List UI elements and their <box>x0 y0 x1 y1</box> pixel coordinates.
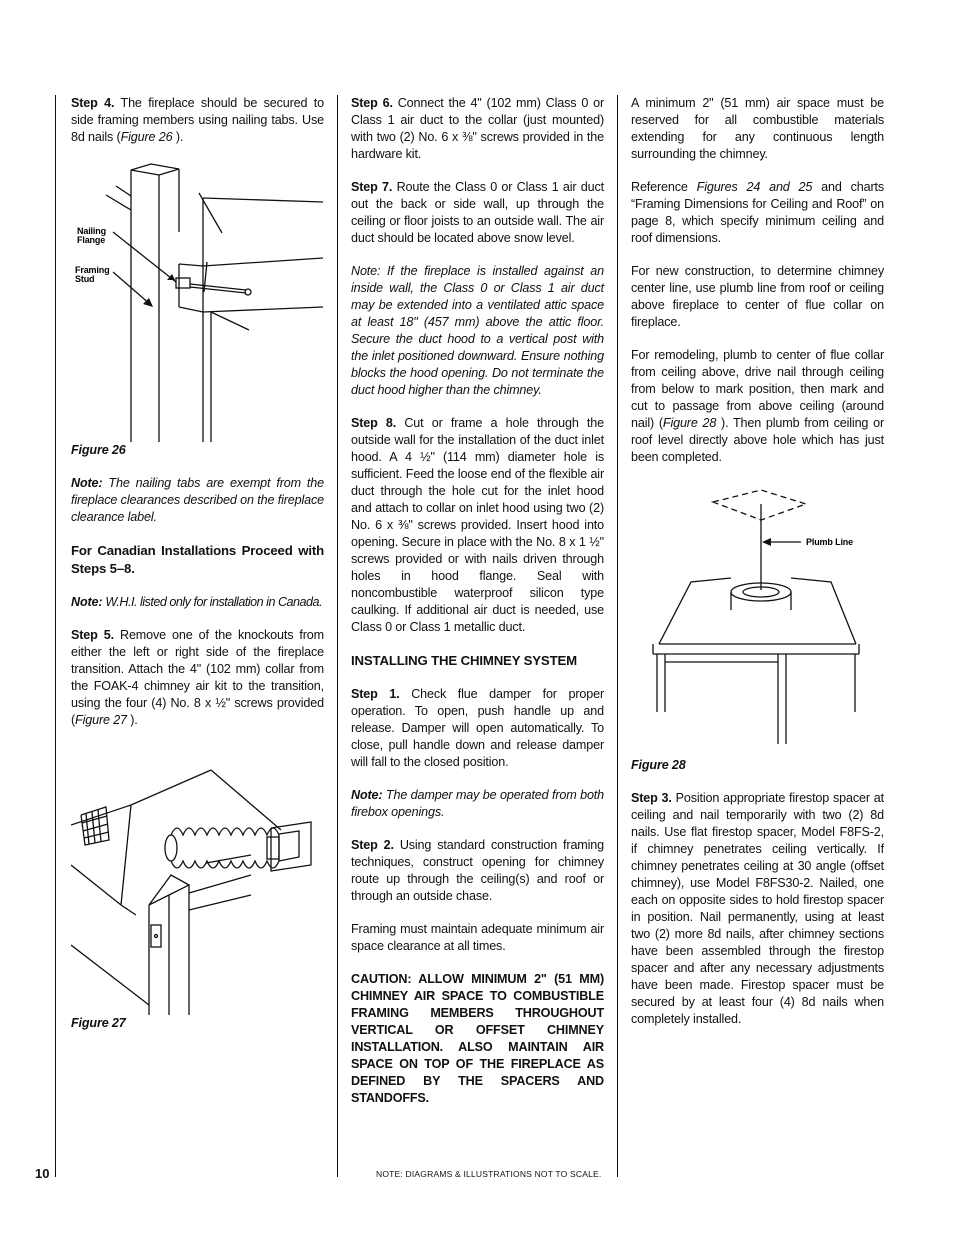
chimney-step1-paragraph <box>351 686 604 771</box>
step5-text-end: ). <box>126 713 138 727</box>
framing-clearance-paragraph: Framing must maintain adequate minimum air space clearance at all times. <box>351 922 604 953</box>
step5-paragraph <box>71 627 324 729</box>
reference-text: Reference <box>631 180 697 194</box>
damper-note-label: Note: <box>351 788 383 802</box>
canadian-installations-heading: For Canadian Installations Proceed with Steps 5–8. <box>71 543 324 576</box>
figure-26-illustration <box>71 162 324 442</box>
chimney-step2-label: Step 2. <box>351 838 394 852</box>
damper-note <box>351 787 604 821</box>
reference-paragraph <box>631 179 884 247</box>
figure-ref: Figure 27 <box>75 713 127 727</box>
note2-text: W.H.I. listed only for installation in Canada. <box>102 595 323 609</box>
column-rule-middle-left <box>337 95 338 1177</box>
step3-label: Step 3. <box>631 791 672 805</box>
nailing-flange-label-line2: Flange <box>77 235 106 245</box>
figure-28-caption: Figure 28 <box>631 758 686 772</box>
chimney-step2-paragraph <box>351 837 604 905</box>
step8-label: Step 8. <box>351 416 397 430</box>
step5-label: Step 5. <box>71 628 114 642</box>
attic-note <box>351 263 604 399</box>
step5-text: Remove one of the knockouts from either the left or right side of the fireplace transition. Attach the 4" (102 mm) collar from the FOAK-4 chimney air kit to the transition, using the four (4) No. 8 x ½" screws provided ( <box>71 628 324 727</box>
nailing-flange-label-line1: Nailing <box>77 226 106 236</box>
plumb-line-label: Plumb Line <box>806 537 854 547</box>
step6-label: Step 6. <box>351 96 393 110</box>
step6-paragraph <box>351 95 604 163</box>
column-rule-middle-right <box>617 95 618 1177</box>
note-label: Note: <box>71 476 103 490</box>
attic-note-text: Note: If the fireplace is installed against an inside wall, the Class 0 or Class 1 air duct may be extended into a ventilated attic space at least 18" (457 mm) above the attic floor. Secure the duct hood to a vertical post with the inlet positioned downward. Ensure nothing blocks the hood opening. Do not terminate the duct hood higher than the chimney. <box>351 264 604 397</box>
figures-ref: Figures 24 and 25 <box>696 180 813 194</box>
framing-stud-label-line2: Stud <box>75 274 95 284</box>
step7-text: Route the Class 0 or Class 1 air duct out the back or side wall, up through the ceiling or floor joists to an outside wall. The air duct should be located above snow level. <box>351 180 604 245</box>
damper-note-text: The damper may be operated from both firebox openings. <box>351 788 604 819</box>
chimney-step1-label: Step 1. <box>351 687 400 701</box>
remodeling-text: For remodeling, plumb to center of flue collar from ceiling above, drive nail through ceiling from below to mark position, then mark and cut to passage from above ceiling (around nail) ( <box>631 348 884 430</box>
page-number: 10 <box>35 1166 50 1181</box>
framing-stud-label-line1: Framing <box>75 265 110 275</box>
step7-label: Step 7. <box>351 180 393 194</box>
column-1 <box>71 95 324 1048</box>
figure-28-illustration <box>631 482 884 757</box>
figure-27-caption: Figure 27 <box>71 1016 126 1030</box>
remodeling-text-end: ). Then plumb from ceiling or roof level directly above hole which has just been completed. <box>631 416 884 464</box>
figure-27-illustration <box>71 745 324 1015</box>
note2-label: Note: <box>71 595 103 609</box>
column-2 <box>351 95 604 1123</box>
caution-paragraph: CAUTION: ALLOW MINIMUM 2" (51 MM) CHIMNEY AIR SPACE TO COMBUSTIBLE FRAMING MEMBERS THROUGHOUT VERTICAL OR OFFSET CHIMNEY INSTALLATION. ALSO MAINTAIN AIR SPACE ON TOP OF THE FIREPLACE AS DEFINED BY THE SPACERS AND STANDOFFS. <box>351 972 604 1105</box>
step3-paragraph <box>631 790 884 1028</box>
scale-note: NOTE: DIAGRAMS & ILLUSTRATIONS NOT TO SCALE. <box>376 1169 602 1179</box>
figure-ref: Figure 26 <box>120 130 173 144</box>
note-nailing-tabs <box>71 475 324 526</box>
figure-ref: Figure 28 <box>662 416 717 430</box>
note-whi <box>71 594 324 611</box>
step8-paragraph <box>351 415 604 636</box>
chimney-step2-text: Using standard construction framing techniques, construct opening for chimney route up through the ceiling(s) and roof or through an outside chase. <box>351 838 604 903</box>
step4-text-end: ). <box>172 130 184 144</box>
step4-paragraph <box>71 95 324 146</box>
remodeling-paragraph <box>631 347 884 466</box>
step4-label: Step 4. <box>71 96 115 110</box>
column-3 <box>631 95 884 1044</box>
step7-paragraph <box>351 179 604 247</box>
step6-text: Connect the 4" (102 mm) Class 0 or Class 1 air duct to the collar (just mounted) with two (2) No. 6 x ⅜" screws provided in the hardware kit. <box>351 96 604 161</box>
chimney-system-heading: INSTALLING THE CHIMNEY SYSTEM <box>351 653 577 668</box>
reference-text-end: and charts “Framing Dimensions for Ceiling and Roof” on page 8, which specify minimum ceiling and roof dimensions. <box>631 180 884 245</box>
step3-text: Position appropriate firestop spacer at ceiling and nail temporarily with two (2) 8d nails. Use flat firestop spacer, Model F8FS-2, if chimney penetrates ceiling vertically. If chimney penetrates ceiling at 30 angle (offset chimney), use Model F8FS30-2. Nailed, one each on opposite sides to hold firestop spacer in position. Nail permanently, using at least two (2) more 8d nails, after chimney sections have been assembled through the firestop spacer and after any necessary adjustments have been made. Firestop spacer must be secured by at least four (4) 8d nails when completely installed. <box>631 791 884 1026</box>
air-space-paragraph: A minimum 2" (51 mm) air space must be reserved for all combustible materials extending for any continuous length surrounding the chimney. <box>631 96 884 161</box>
new-construction-paragraph: For new construction, to determine chimney center line, use plumb line from roof or ceiling above fireplace to center of flue collar on fireplace. <box>631 264 884 329</box>
chimney-step1-text: Check flue damper for proper operation. To open, push handle up and release. Damper will open automatically. To close, pull handle down and release damper will fall to the closed position. <box>351 687 604 769</box>
column-rule-left <box>55 95 56 1177</box>
step4-text: The fireplace should be secured to side framing members using nailing tabs. Use 8d nails ( <box>71 96 325 144</box>
note-text: The nailing tabs are exempt from the fireplace clearances described on the fireplace clearance label. <box>71 476 324 524</box>
step8-text: Cut or frame a hole through the outside wall for the installation of the duct inlet hood. A 4 ½" (114 mm) diameter hole is sufficient. Feed the loose end of the flexible air duct through the hole cut for the inlet hood and attach to collar on inlet hood using two (2) No. 6 x ⅜" screws provided. Insert hood into opening. Secure in place with the No. 8 x 1 ½" screws provided or with nails driven through holes in hood flange. Seal with noncombustible waterproof silicon type caulking. If additional air duct is needed, use Class 0 or Class 1 metallic duct. <box>351 416 604 634</box>
figure-26-caption: Figure 26 <box>71 443 126 457</box>
